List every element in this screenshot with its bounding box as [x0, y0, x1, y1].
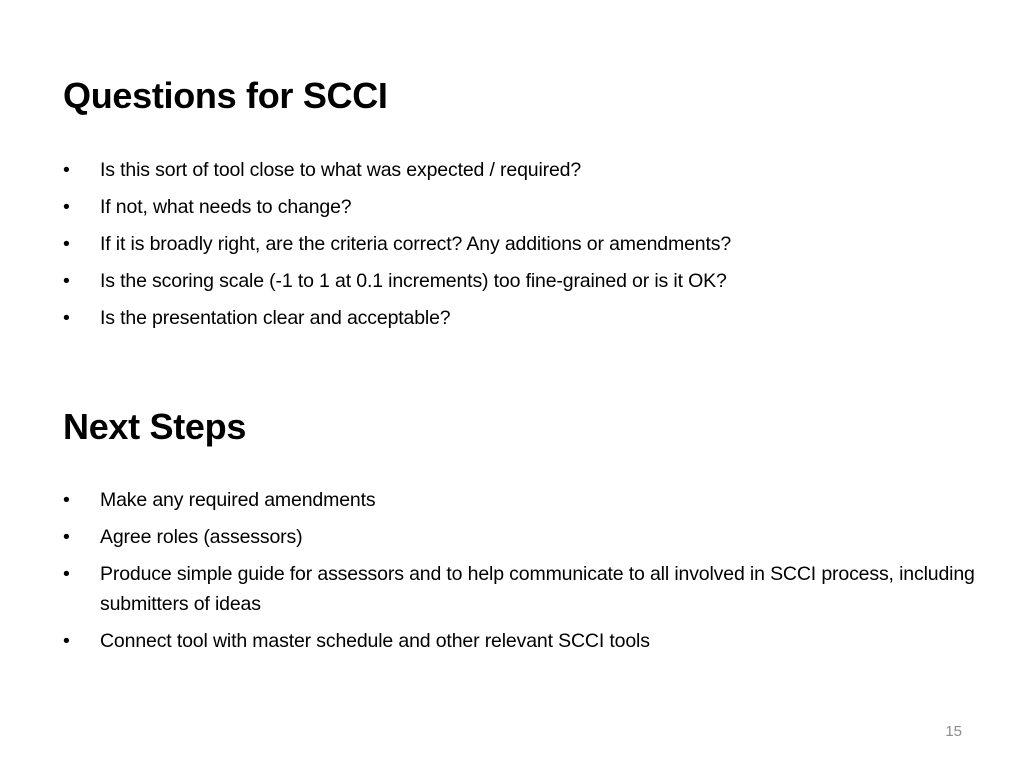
bullet-text: Make any required amendments — [100, 489, 376, 511]
list-item — [63, 266, 983, 296]
bullet-icon: • — [63, 233, 70, 255]
next-steps-bullet-list — [63, 485, 983, 663]
bullet-icon: • — [63, 526, 70, 548]
bullet-icon: • — [63, 159, 70, 181]
bullet-text: Is this sort of tool close to what was expected / required? — [100, 159, 582, 181]
bullet-icon: • — [63, 196, 70, 218]
list-item — [63, 559, 983, 619]
questions-bullet-list — [63, 155, 983, 340]
page-number: 15 — [945, 723, 962, 740]
bullet-icon: • — [63, 630, 70, 652]
bullet-text: Is the presentation clear and acceptable? — [100, 307, 451, 329]
bullet-text: Is the scoring scale (-1 to 1 at 0.1 increments) too fine-grained or is it OK? — [100, 270, 727, 292]
list-item — [63, 155, 983, 185]
section-heading-next-steps: Next Steps — [63, 406, 247, 447]
bullet-text: Produce simple guide for assessors and to help communicate to all involved in SCCI process, including submitters of ideas — [100, 563, 975, 615]
bullet-text: If it is broadly right, are the criteria correct? Any additions or amendments? — [100, 233, 732, 255]
list-item — [63, 626, 983, 656]
list-item — [63, 303, 983, 333]
bullet-icon: • — [63, 563, 70, 585]
section-heading-questions: Questions for SCCI — [63, 75, 388, 116]
list-item — [63, 522, 983, 552]
bullet-icon: • — [63, 489, 70, 511]
bullet-icon: • — [63, 270, 70, 292]
bullet-text: If not, what needs to change? — [100, 196, 352, 218]
bullet-text: Connect tool with master schedule and other relevant SCCI tools — [100, 630, 650, 652]
bullet-icon: • — [63, 307, 70, 329]
bullet-text: Agree roles (assessors) — [100, 526, 303, 548]
list-item — [63, 192, 983, 222]
list-item — [63, 485, 983, 515]
list-item — [63, 229, 983, 259]
